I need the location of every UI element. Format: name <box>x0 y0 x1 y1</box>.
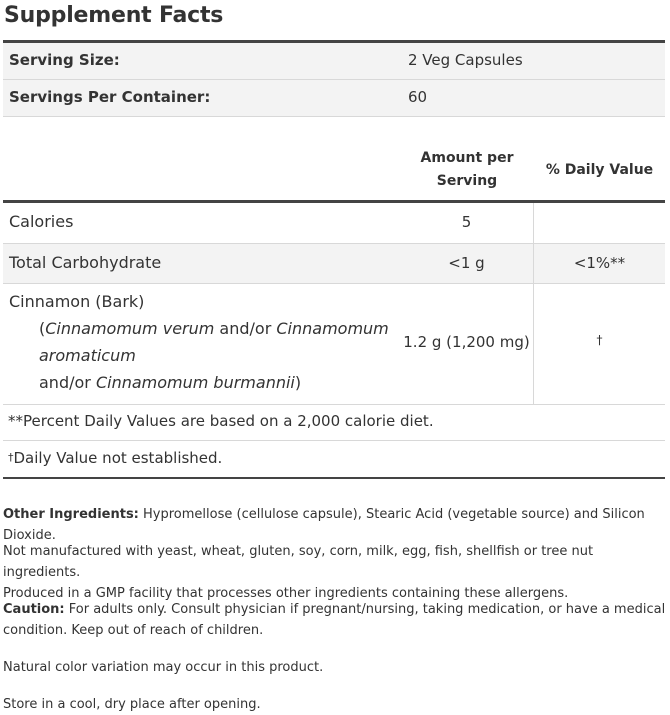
color-variation-note: Natural color variation may occur in this product. <box>3 660 324 675</box>
page-title: Supplement Facts <box>4 3 224 28</box>
amount-header-line2: Serving <box>436 173 498 189</box>
storage-note: Store in a cool, dry place after opening. <box>3 697 261 712</box>
other-ingredients-label: Other Ingredients: <box>3 507 139 522</box>
row-divider <box>3 404 665 405</box>
ingredient-name-cinnamon: Cinnamon (Bark) <box>9 292 145 311</box>
header-rule <box>3 200 665 203</box>
species-aromaticum-part1: Cinnamomum <box>276 319 389 338</box>
caution-statement: Caution: For adults only. Consult physician if pregnant/nursing, taking medication, or have a medical condition. Keep out of reach of children. <box>3 602 666 638</box>
species-verum: Cinnamomum verum <box>45 319 215 338</box>
column-separator <box>533 203 534 404</box>
amount-per-serving-header <box>400 147 534 193</box>
bottom-rule <box>3 477 665 479</box>
ingredient-species-line1: (Cinnamomum verum and/or Cinnamomum <box>39 319 389 338</box>
servings-per-container-label: Servings Per Container: <box>9 88 211 106</box>
footnote-divider <box>3 440 665 441</box>
allergen-statement: Not manufactured with yeast, wheat, gluten, soy, corn, milk, egg, fish, shellfish or tree nut ingredients. Produced in a GMP facility that processes other ingredients containing these allergens. <box>3 544 594 601</box>
serving-bottom-rule <box>3 116 665 117</box>
nutrient-name-total-carbohydrate: Total Carbohydrate <box>9 253 162 272</box>
serving-size-label: Serving Size: <box>9 51 120 69</box>
row-divider <box>3 283 665 284</box>
species-aromaticum-part2: aromaticum <box>39 346 136 365</box>
serving-size-value: 2 Veg Capsules <box>408 51 523 69</box>
ingredient-species-line2 <box>39 346 136 365</box>
ingredient-dv-cinnamon: † <box>596 333 603 347</box>
daily-value-header: % Daily Value <box>545 162 654 178</box>
other-ingredients: Other Ingredients: Hypromellose (cellulose capsule), Stearic Acid (vegetable source) and Silicon Dioxide. <box>3 507 645 543</box>
ingredient-species-line3: and/or Cinnamomum burmannii) <box>39 373 302 392</box>
nutrient-name-calories: Calories <box>9 212 74 231</box>
nutrient-amount-calories: 5 <box>461 213 472 231</box>
footnote-percent-daily-values: **Percent Daily Values are based on a 2,000 calorie diet. <box>8 412 434 430</box>
footnote-dv-not-established: †Daily Value not established. <box>8 449 223 467</box>
amount-header-line1: Amount per <box>420 150 514 166</box>
species-burmannii: Cinnamomum burmannii <box>95 373 295 392</box>
servings-per-container-value: 60 <box>408 88 428 106</box>
caution-label: Caution: <box>3 602 65 617</box>
nutrient-dv-total-carbohydrate: <1%** <box>573 254 626 272</box>
nutrient-amount-total-carbohydrate: <1 g <box>448 254 485 272</box>
ingredient-amount-cinnamon: 1.2 g (1,200 mg) <box>403 333 530 351</box>
